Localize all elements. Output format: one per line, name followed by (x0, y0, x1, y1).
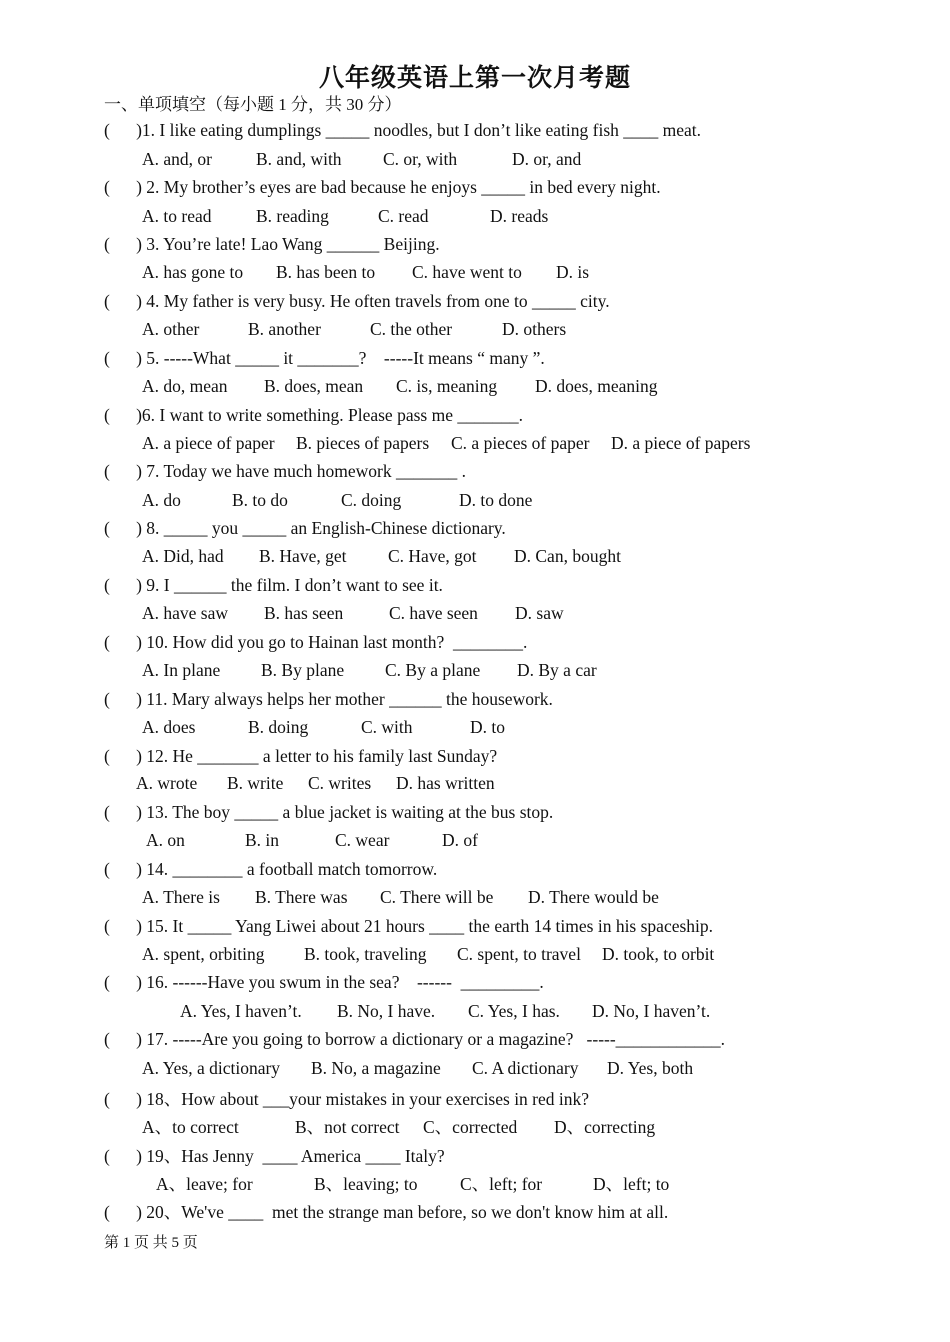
option-d: D. No, I haven’t. (592, 1001, 711, 1021)
question-9: ( ) 9. I ______ the film. I don’t want to see it. (104, 575, 443, 595)
question-17: ( ) 17. -----Are you going to borrow a dictionary or a magazine? -----____________. (104, 1029, 726, 1049)
option-b: B. There was (255, 887, 348, 907)
question-11: ( ) 11. Mary always helps her mother ______ the housework. (104, 689, 553, 709)
question-15: ( ) 15. It _____ Yang Liwei about 21 hours ____ the earth 14 times in his spaceship. (104, 916, 714, 936)
question-16: ( ) 16. ------Have you swum in the sea? ------ _________. (104, 972, 544, 992)
option-b: B. in (245, 830, 280, 850)
option-a: A. and, or (142, 149, 212, 169)
option-a: A. does (142, 717, 196, 737)
question-5: ( ) 5. -----What _____ it _______? -----It means “ many ”. (104, 348, 545, 368)
option-d: D. a piece of papers (611, 433, 751, 453)
option-a: A. other (142, 319, 200, 339)
option-b: B、not correct (295, 1117, 400, 1137)
question-6: ( )6. I want to write something. Please pass me _______. (104, 405, 523, 425)
option-b: B. By plane (261, 660, 345, 680)
question-14: ( ) 14. ________ a football match tomorrow. (104, 859, 438, 879)
option-c: C. Have, got (388, 546, 477, 566)
section-heading: 一、单项填空（每小题 1 分，共 30 分） (104, 95, 402, 114)
option-a: A. do (142, 490, 181, 510)
option-a: A. a piece of paper (142, 433, 275, 453)
question-12: ( ) 12. He _______ a letter to his family last Sunday? (104, 746, 498, 766)
option-d: D. Can, bought (514, 546, 621, 566)
question-20: ( ) 20、We've ____ met the strange man before, so we don't know him at all. (104, 1202, 669, 1222)
option-b: B. reading (256, 206, 329, 226)
option-b: B. doing (248, 717, 309, 737)
question-2: ( ) 2. My brother’s eyes are bad because he enjoys _____ in bed every night. (104, 177, 661, 197)
option-c: C. the other (370, 319, 453, 339)
option-a: A. In plane (142, 660, 221, 680)
option-a: A. on (146, 830, 185, 850)
option-d: D. does, meaning (535, 376, 658, 396)
option-b: B. to do (232, 490, 288, 510)
option-c: C. wear (335, 830, 390, 850)
option-d: D. others (502, 319, 567, 339)
option-d: D. saw (515, 603, 564, 623)
option-d: D. has written (396, 773, 495, 793)
option-c: C. writes (308, 773, 372, 793)
option-d: D. By a car (517, 660, 597, 680)
option-d: D、left; to (593, 1174, 670, 1194)
option-a: A. Yes, I haven’t. (180, 1001, 302, 1021)
question-8: ( ) 8. _____ you _____ an English-Chinese dictionary. (104, 518, 506, 538)
option-b: B. pieces of papers (296, 433, 430, 453)
option-b: B. No, I have. (337, 1001, 436, 1021)
option-c: C. a pieces of paper (451, 433, 590, 453)
option-d: D、correcting (554, 1117, 656, 1137)
option-a: A. to read (142, 206, 212, 226)
question-10: ( ) 10. How did you go to Hainan last month? ________. (104, 632, 528, 652)
option-b: B. has seen (264, 603, 344, 623)
option-c: C. or, with (383, 149, 458, 169)
option-c: C. with (361, 717, 413, 737)
option-a: A、leave; for (156, 1174, 253, 1194)
option-b: B. and, with (256, 149, 342, 169)
option-b: B. write (227, 773, 284, 793)
option-b: B. took, traveling (304, 944, 427, 964)
question-19: ( ) 19、Has Jenny ____ America ____ Italy? (104, 1146, 445, 1166)
option-d: D. There would be (528, 887, 659, 907)
option-a: A. have saw (142, 603, 229, 623)
option-d: D. to done (459, 490, 533, 510)
option-a: A. has gone to (142, 262, 244, 282)
option-a: A. do, mean (142, 376, 228, 396)
question-7: ( ) 7. Today we have much homework _______ . (104, 461, 466, 481)
option-d: D. is (556, 262, 590, 282)
option-a: A. Yes, a dictionary (142, 1058, 281, 1078)
page-title: 八年级英语上第一次月考题 (318, 65, 631, 92)
option-d: D. or, and (512, 149, 582, 169)
option-a: A. wrote (136, 773, 198, 793)
option-c: C. There will be (380, 887, 494, 907)
page-footer: 第 1 页 共 5 页 (104, 1235, 198, 1251)
question-18: ( ) 18、How about ___your mistakes in your exercises in red ink? (104, 1089, 590, 1109)
option-c: C. Yes, I has. (468, 1001, 560, 1021)
option-c: C. have seen (389, 603, 478, 623)
option-b: B、leaving; to (314, 1174, 418, 1194)
option-d: D. to (470, 717, 505, 737)
option-c: C. read (378, 206, 429, 226)
option-d: D. Yes, both (607, 1058, 694, 1078)
option-a: A. Did, had (142, 546, 224, 566)
option-c: C. is, meaning (396, 376, 498, 396)
option-b: B. No, a magazine (311, 1058, 441, 1078)
option-c: C. doing (341, 490, 402, 510)
option-c: C. A dictionary (472, 1058, 579, 1078)
question-4: ( ) 4. My father is very busy. He often travels from one to _____ city. (104, 291, 610, 311)
option-c: C. spent, to travel (457, 944, 581, 964)
option-c: C. have went to (412, 262, 522, 282)
question-13: ( ) 13. The boy _____ a blue jacket is waiting at the bus stop. (104, 802, 554, 822)
option-b: B. does, mean (264, 376, 364, 396)
option-d: D. took, to orbit (602, 944, 715, 964)
option-d: D. of (442, 830, 478, 850)
option-d: D. reads (490, 206, 549, 226)
option-b: B. another (248, 319, 321, 339)
option-c: C. By a plane (385, 660, 481, 680)
question-1: ( )1. I like eating dumplings _____ noodles, but I don’t like eating fish ____ meat. (104, 120, 702, 140)
option-a: A. spent, orbiting (142, 944, 265, 964)
option-a: A、to correct (142, 1117, 239, 1137)
option-c: C、left; for (460, 1174, 543, 1194)
question-3: ( ) 3. You’re late! Lao Wang ______ Beijing. (104, 234, 440, 254)
option-b: B. Have, get (259, 546, 347, 566)
option-c: C、corrected (423, 1117, 518, 1137)
option-b: B. has been to (276, 262, 376, 282)
option-a: A. There is (142, 887, 220, 907)
